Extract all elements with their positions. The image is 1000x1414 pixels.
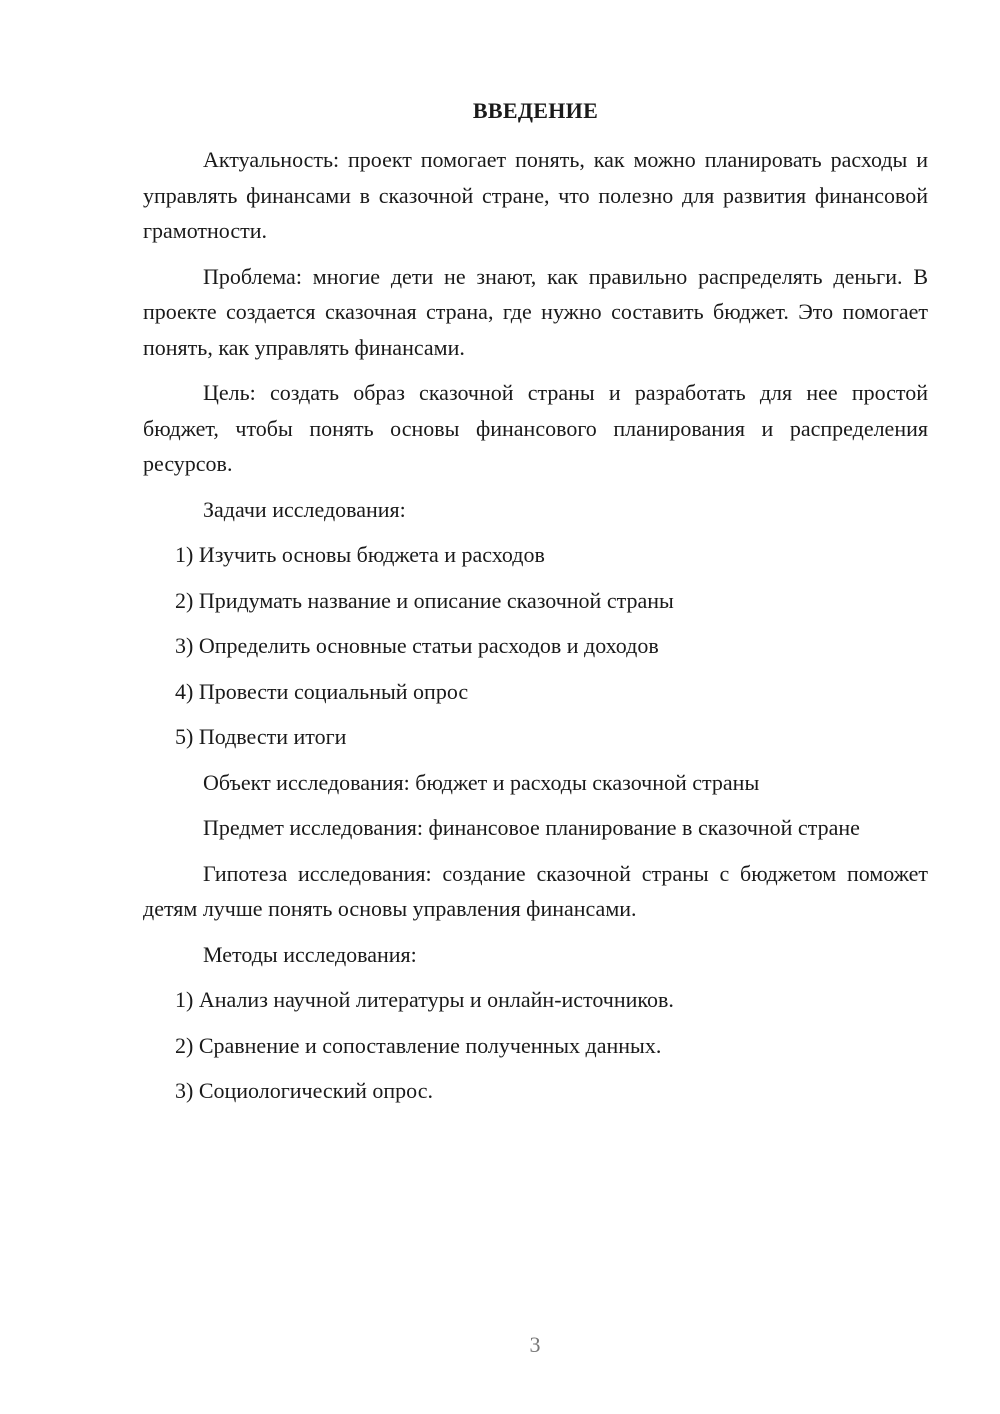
- tasks-list: [143, 537, 928, 755]
- list-item: 4) Провести социальный опрос: [175, 678, 469, 704]
- tasks-heading: Задачи исследования:: [203, 496, 406, 522]
- relevance-paragraph: Актуальность: проект помогает понять, как можно планировать расходы и управлять финансами в сказочной стране, что полезно для развития финансовой грамотности.: [143, 147, 928, 243]
- list-item: 1) Изучить основы бюджета и расходов: [175, 542, 545, 567]
- hypothesis-paragraph: Гипотеза исследования: создание сказочной страны с бюджетом поможет детям лучше понять основы управления финансами.: [143, 860, 928, 921]
- list-item: 5) Подвести итоги: [175, 724, 347, 749]
- list-item: 3) Социологический опрос.: [175, 1078, 433, 1103]
- methods-heading: Методы исследования:: [203, 941, 417, 967]
- list-item: 2) Придумать название и описание сказочной страны: [175, 587, 674, 613]
- page-title: ВВЕДЕНИЕ: [472, 98, 599, 123]
- document-body: [143, 142, 928, 1109]
- problem-paragraph: Проблема: многие дети не знают, как правильно распределять деньги. В проекте создается сказочная страна, где нужно составить бюджет. Это помогает понять, как управлять финансами.: [143, 263, 928, 360]
- object-paragraph: Объект исследования: бюджет и расходы сказочной страны: [203, 769, 760, 795]
- goal-paragraph: Цель: создать образ сказочной страны и разработать для нее простой бюджет, чтобы понять основы финансового планирования и распределения ресурсов.: [143, 380, 928, 476]
- list-item: 3) Определить основные статьи расходов и доходов: [175, 633, 659, 658]
- list-item: 2) Сравнение и сопоставление полученных данных.: [175, 1032, 662, 1058]
- page-number: 3: [529, 1332, 541, 1357]
- subject-paragraph: Предмет исследования: финансовое планирование в сказочной стране: [203, 815, 860, 840]
- methods-list: [143, 982, 928, 1109]
- list-item: 1) Анализ научной литературы и онлайн-источников.: [175, 987, 674, 1012]
